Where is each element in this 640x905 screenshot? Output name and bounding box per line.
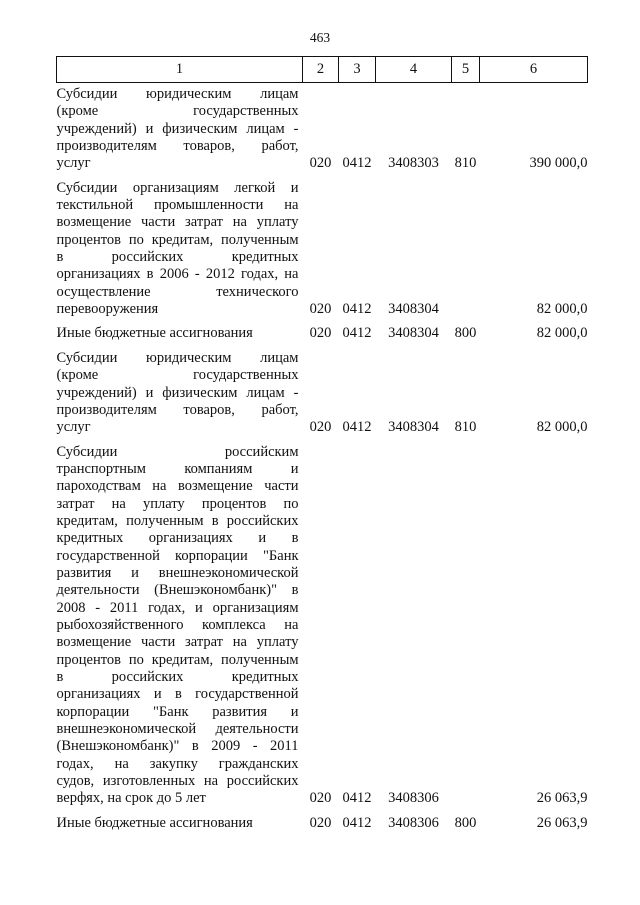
row-name-line: Иные бюджетные ассигнования	[56, 325, 253, 342]
row-name	[57, 83, 303, 173]
row-name	[57, 173, 303, 319]
row-name	[57, 343, 303, 437]
row-name-line: корпорации "Банк развития и	[56, 703, 299, 720]
row-name-line: верфях, на срок до 5 лет	[56, 790, 206, 807]
row-code-type: 800	[454, 325, 477, 342]
column-header-3: 3	[339, 57, 376, 83]
row-name-line: рыбохозяйственного комплекса на	[56, 616, 299, 633]
row-name-line: судов, изготовленных на российских	[56, 773, 299, 790]
row-name-line: Субсидии организациям легкой и	[56, 179, 299, 196]
row-amount: 82 000,0	[536, 419, 588, 436]
row-name-line: в российских кредитных	[56, 669, 299, 685]
row-amount: 26 063,9	[536, 790, 588, 807]
row-name-line: возмещение части затрат на уплату	[56, 214, 299, 231]
table-row	[57, 343, 588, 437]
table-row	[57, 318, 588, 342]
table-row	[57, 808, 588, 832]
row-name-line: процентов по кредитам, полученным	[56, 231, 299, 248]
row-name-line: Субсидии юридическим лицам	[56, 349, 299, 366]
column-header-5: 5	[452, 57, 480, 83]
row-code-grbs: 020	[309, 301, 332, 318]
row-name-line: перевооружения	[56, 301, 159, 318]
column-header-1: 1	[57, 57, 303, 83]
row-name-line: текстильной промышленности на	[56, 197, 299, 214]
row-name-line: затрат на уплату процентов по	[56, 495, 299, 512]
row-name-line: кредитных организациях и в	[56, 530, 299, 547]
row-code-section: 0412	[342, 814, 372, 831]
row-name-line: внешнеэкономической деятельности	[56, 721, 299, 738]
row-name-line: учреждений) и физическим лицам -	[56, 120, 299, 137]
row-name	[57, 437, 303, 808]
row-code-grbs: 020	[309, 325, 332, 342]
budget-table	[56, 56, 588, 832]
row-name-line: услуг	[56, 419, 91, 436]
column-header-4: 4	[376, 57, 452, 83]
row-name-line: процентов по кредитам, полученным	[56, 651, 299, 668]
row-name-line: осуществление технического	[56, 283, 299, 300]
table-row	[57, 437, 588, 808]
row-name-line: Субсидии юридическим лицам	[56, 86, 299, 102]
row-code-section: 0412	[342, 325, 372, 342]
row-name-line: организациях и в государственной	[56, 686, 299, 703]
row-name	[57, 318, 303, 342]
row-code-section: 0412	[342, 790, 372, 807]
row-code-type	[452, 437, 480, 808]
row-name-line: 2008 - 2011 годах, и организациям	[56, 599, 299, 616]
row-code-target: 3408304	[388, 325, 439, 342]
row-name-line: кредитам, полученным в российских	[56, 512, 299, 529]
row-name-line: (кроме государственных	[56, 367, 299, 384]
row-code-type: 810	[454, 419, 477, 436]
table-body	[57, 83, 588, 833]
row-code-grbs: 020	[309, 790, 332, 807]
row-amount: 82 000,0	[536, 301, 588, 318]
row-code-section: 0412	[342, 419, 372, 436]
row-name-line: (Внешэкономбанк)" в 2009 - 2011	[56, 738, 299, 755]
row-name-line: государственной корпорации "Банк	[56, 547, 299, 564]
row-name-line: производителям товаров, работ,	[56, 138, 299, 155]
row-name-line: производителям товаров, работ,	[56, 401, 299, 418]
row-code-type	[452, 173, 480, 319]
row-code-target: 3408303	[388, 155, 439, 172]
row-name-line: Субсидии российским	[56, 443, 299, 460]
row-name-line: организациях в 2006 - 2012 годах, на	[56, 266, 299, 283]
row-name	[57, 808, 303, 832]
row-name-line: учреждений) и физическим лицам -	[56, 384, 299, 401]
row-name-line: деятельности (Внешэкономбанк)" в	[56, 582, 299, 599]
table-row	[57, 83, 588, 173]
row-name-line: услуг	[56, 155, 91, 172]
table-header-row	[57, 57, 588, 83]
row-code-type: 800	[454, 814, 477, 831]
page-number: 463	[309, 30, 331, 45]
column-header-2: 2	[303, 57, 339, 83]
column-header-6: 6	[480, 57, 588, 83]
row-name-line: развития и внешнеэкономической	[56, 564, 299, 581]
row-code-section: 0412	[342, 155, 372, 172]
row-code-target: 3408306	[388, 814, 439, 831]
row-name-line: возмещение части затрат на уплату	[56, 634, 299, 651]
row-name-line: транспортным компаниям и	[56, 460, 299, 477]
row-amount: 26 063,9	[536, 814, 588, 831]
row-code-target: 3408306	[388, 790, 439, 807]
row-amount: 82 000,0	[536, 325, 588, 342]
row-name-line: Иные бюджетные ассигнования	[56, 814, 253, 831]
row-code-section: 0412	[342, 301, 372, 318]
row-name-line: годах, на закупку гражданских	[56, 755, 299, 772]
row-code-target: 3408304	[388, 301, 439, 318]
row-code-grbs: 020	[309, 419, 332, 436]
row-code-grbs: 020	[309, 155, 332, 172]
table-row	[57, 173, 588, 319]
row-code-grbs: 020	[309, 814, 332, 831]
row-name-line: в российских кредитных	[56, 249, 299, 266]
row-code-target: 3408304	[388, 419, 439, 436]
row-code-type: 810	[454, 155, 477, 172]
row-name-line: пароходствам на возмещение части	[56, 478, 299, 495]
row-amount: 390 000,0	[529, 155, 588, 172]
row-name-line: (кроме государственных	[56, 103, 299, 120]
